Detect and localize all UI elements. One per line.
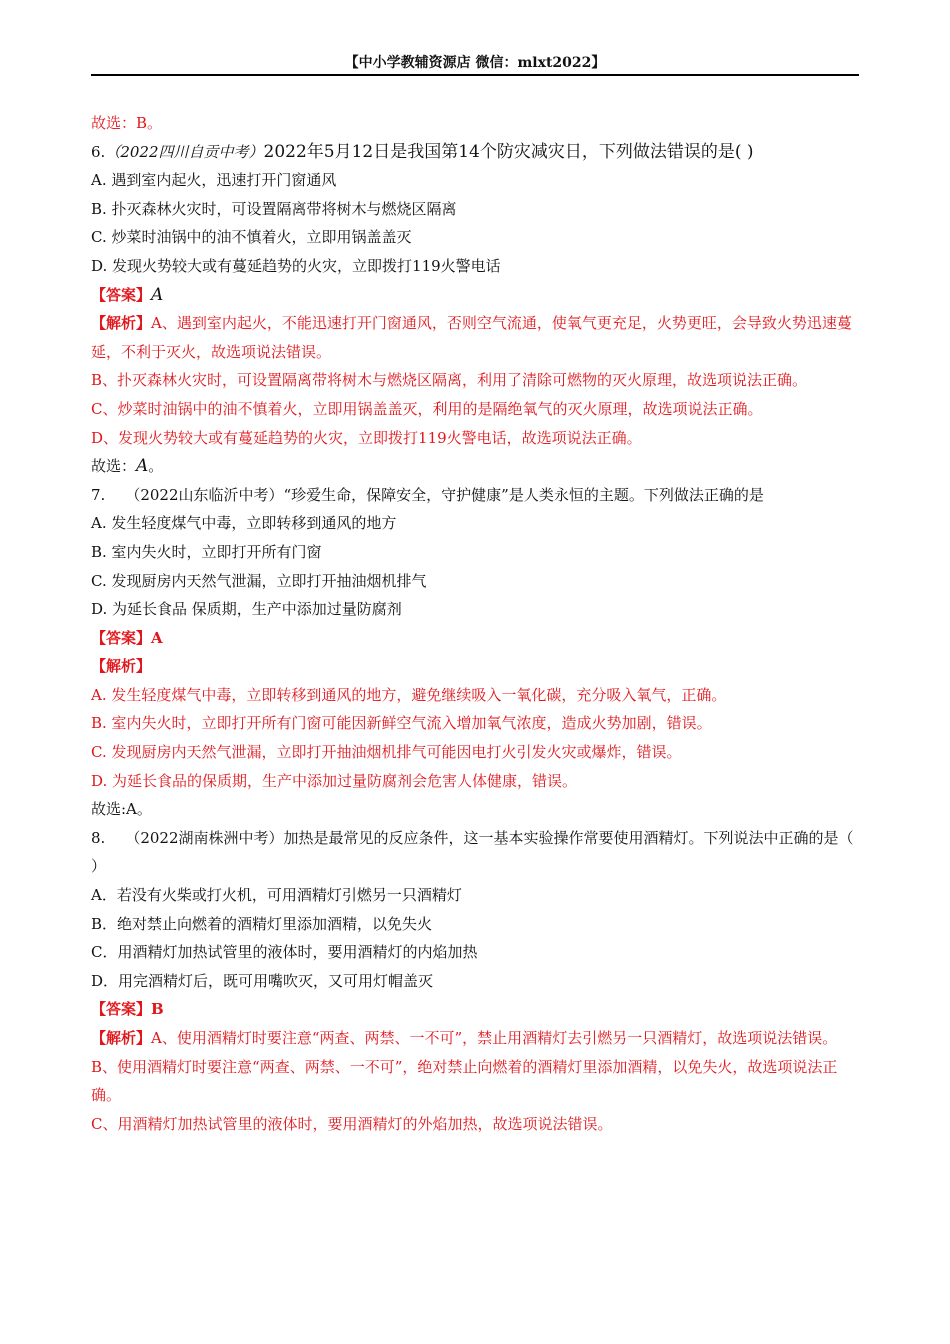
q8-answer-line: 【答案】B bbox=[91, 1000, 164, 1019]
q6-answer: A bbox=[151, 284, 164, 305]
q6-analysis-d: D、发现火势较大或有蔓延趋势的火灾，立即拨打119火警电话，故选项说法正确。 bbox=[91, 428, 642, 447]
q6-conclusion-answer: A bbox=[136, 456, 149, 477]
q6-answer-line bbox=[91, 281, 859, 310]
q7-answer-line: 【答案】A bbox=[91, 628, 163, 647]
q6-conclusion-prefix: 故选： bbox=[91, 457, 137, 476]
q8-stem: （2022湖南株洲中考）加热是最常见的反应条件，这一基本实验操作常要使用酒精灯。下列说法中正确的是（ ） bbox=[91, 828, 854, 876]
q6-analysis-a-text: A、遇到室内起火，不能迅速打开门窗通风，否则空气流通，使氧气更充足，火势更旺，会导致火势迅速蔓延，不利于灭火，故选项说法错误。 bbox=[91, 314, 852, 361]
q6-analysis-b: B、扑灭森林火灾时，可设置隔离带将树木与燃烧区隔离，利用了清除可燃物的灭火原理，故选项说法正确。 bbox=[91, 371, 808, 390]
q6-answer-label: 【答案】 bbox=[91, 285, 152, 304]
q7-analysis-b: B. 室内失火时，立即打开所有门窗可能因新鲜空气流入增加氧气浓度，造成火势加剧，错误。 bbox=[91, 714, 712, 733]
q6-option-c: C. 炒菜时油锅中的油不慎着火，立即用锅盖盖灭 bbox=[91, 228, 412, 247]
q6-stem: 2022年5月12日是我国第14个防灾减灾日，下列做法错误的是( ) bbox=[263, 141, 754, 162]
q6-number: 6. bbox=[91, 142, 106, 161]
q7-conclusion: 故选:A。 bbox=[91, 800, 152, 819]
q8-analysis-label: 【解析】 bbox=[91, 1029, 152, 1047]
q8-number: 8. bbox=[91, 828, 106, 847]
q7-number: 7. bbox=[91, 485, 106, 504]
q7-analysis-d: D. 为延长食品的保质期，生产中添加过量防腐剂会危害人体健康，错误。 bbox=[91, 771, 578, 790]
q8-analysis-a-text: A、使用酒精灯时要注意“两查、两禁、一不可”，禁止用酒精灯去引燃另一只酒精灯，故选项说法错误。 bbox=[151, 1029, 838, 1047]
q7-analysis-a: A. 发生轻度煤气中毒，立即转移到通风的地方，避免继续吸入一氧化碳，充分吸入氧气，正确。 bbox=[91, 685, 727, 704]
q8-option-a: A．若没有火柴或打火机，可用酒精灯引燃另一只酒精灯 bbox=[91, 886, 462, 905]
q6-analysis-label: 【解析】 bbox=[91, 314, 152, 333]
q8-analysis-a bbox=[91, 1024, 859, 1053]
document-body bbox=[91, 109, 859, 1138]
q6-analysis-a bbox=[91, 309, 859, 366]
top-conclusion: 故选：B。 bbox=[91, 114, 163, 132]
q7-stem: （2022山东临沂中考）“珍爱生命，保障安全，守护健康”是人类永恒的主题。下列做法正确的是 bbox=[125, 485, 764, 504]
q8-option-b: B．绝对禁止向燃着的酒精灯里添加酒精，以免失火 bbox=[91, 914, 433, 933]
q7-option-b: B. 室内失火时，立即打开所有门窗 bbox=[91, 542, 322, 561]
q6-option-d: D. 发现火势较大或有蔓延趋势的火灾，立即拨打119火警电话 bbox=[91, 256, 501, 275]
q7-analysis-label: 【解析】 bbox=[91, 657, 152, 676]
q8-option-d: D．用完酒精灯后，既可用嘴吹灭，又可用灯帽盖灭 bbox=[91, 971, 434, 990]
q7-option-a: A. 发生轻度煤气中毒，立即转移到通风的地方 bbox=[91, 514, 397, 533]
q6-analysis-c: C、炒菜时油锅中的油不慎着火，立即用锅盖盖灭，利用的是隔绝氧气的灭火原理，故选项说法正确。 bbox=[91, 399, 763, 418]
q7-option-d: D. 为延长食品 保质期，生产中添加过量防腐剂 bbox=[91, 600, 402, 619]
q6-source: （2022四川自贡中考） bbox=[105, 142, 264, 161]
q8-stem-line bbox=[91, 824, 859, 881]
q6-option-b: B. 扑灭森林火灾时，可设置隔离带将树木与燃烧区隔离 bbox=[91, 199, 457, 218]
q6-stem-line bbox=[91, 138, 859, 167]
q6-option-a: A. 遇到室内起火，迅速打开门窗通风 bbox=[91, 171, 337, 190]
header-rule bbox=[91, 74, 859, 76]
q6-conclusion-suffix: 。 bbox=[148, 457, 164, 476]
page-header: 【中小学教辅资源店 微信：mlxt2022】 bbox=[344, 55, 606, 71]
q8-analysis-b: B、使用酒精灯时要注意“两查、两禁、一不可”，绝对禁止向燃着的酒精灯里添加酒精，以免失火，故选项说法正确。 bbox=[91, 1057, 838, 1105]
q8-option-c: C．用酒精灯加热试管里的液体时，要用酒精灯的内焰加热 bbox=[91, 943, 478, 962]
q7-option-c: C. 发现厨房内天然气泄漏，立即打开抽油烟机排气 bbox=[91, 571, 427, 590]
q7-analysis-c: C. 发现厨房内天然气泄漏，立即打开抽油烟机排气可能因电打火引发火灾或爆炸，错误。 bbox=[91, 743, 682, 762]
q7-stem-line bbox=[91, 481, 859, 510]
q8-analysis-c: C、用酒精灯加热试管里的液体时，要用酒精灯的外焰加热，故选项说法错误。 bbox=[91, 1114, 613, 1133]
q6-conclusion bbox=[91, 452, 859, 481]
